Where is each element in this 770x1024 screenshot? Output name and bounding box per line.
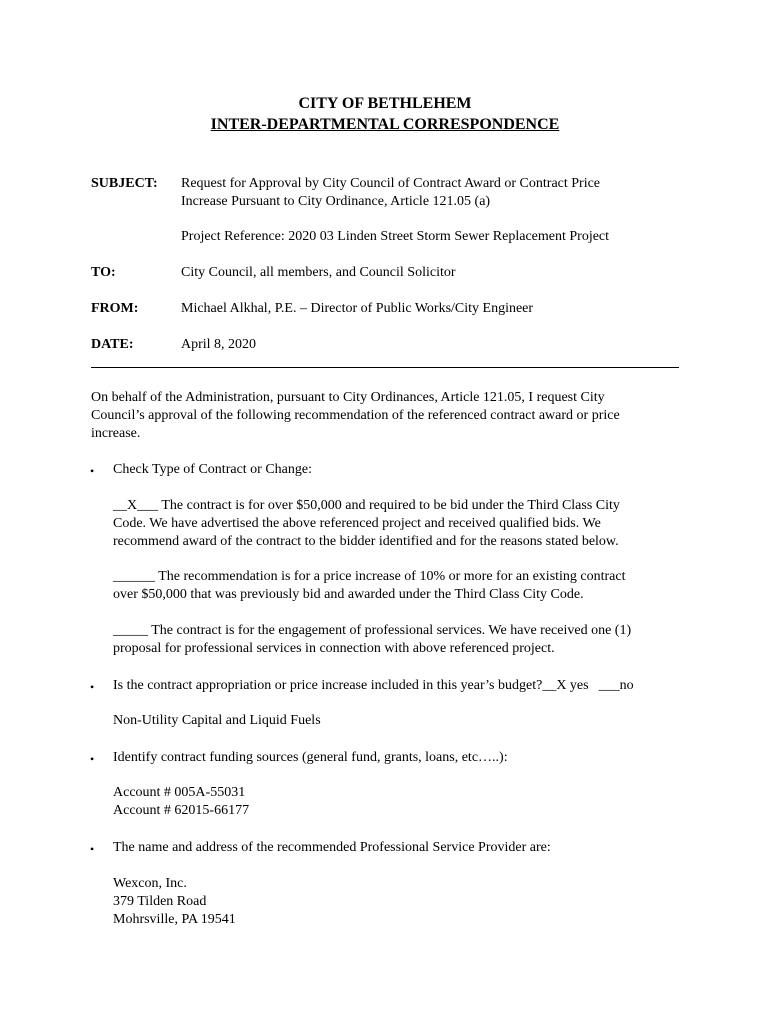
contract-option-1-line-1: [113, 497, 620, 515]
contract-type-heading: Check Type of Contract or Change:: [113, 462, 312, 477]
bullet-icon: •: [90, 752, 95, 766]
budget-question-line: [113, 677, 634, 695]
project-reference: Project Reference: 2020 03 Linden Street Storm Sewer Replacement Project: [181, 229, 610, 244]
memo-subtitle: [0, 116, 770, 134]
subject-label: SUBJECT:: [91, 176, 158, 191]
date-label: DATE:: [91, 337, 134, 352]
budget-no-mark: ___no: [598, 678, 634, 693]
budget-yes-mark: __X yes: [542, 678, 589, 693]
memo-title: CITY OF BETHLEHEM: [298, 95, 472, 112]
bullet-icon: •: [90, 464, 95, 478]
contract-option-3-line-2: proposal for professional services in connection with above referenced project.: [113, 641, 555, 656]
contract-option-2-mark: ______: [113, 569, 155, 584]
contract-option-3-text: The contract is for the engagement of professional services. We have received one (1): [148, 623, 632, 638]
to-value: City Council, all members, and Council Solicitor: [181, 265, 456, 280]
contract-option-1-line-3: recommend award of the contract to the bidder identified and for the reasons stated below.: [113, 534, 619, 549]
contract-option-2-line-2: over $50,000 that was previously bid and awarded under the Third Class City Code.: [113, 587, 584, 602]
subject-line-1: Request for Approval by City Council of Contract Award or Contract Price: [181, 176, 601, 191]
intro-line-1: On behalf of the Administration, pursuant to City Ordinances, Article 121.05, I request City: [91, 390, 605, 405]
from-value: Michael Alkhal, P.E. – Director of Public Works/City Engineer: [181, 301, 534, 316]
header-divider: [91, 367, 679, 368]
provider-name: Wexcon, Inc.: [113, 876, 187, 891]
bullet-icon: •: [90, 842, 95, 856]
contract-option-2-text: The recommendation is for a price increase of 10% or more for an existing contract: [155, 569, 626, 584]
funding-account-1: Account # 005A-55031: [113, 785, 246, 800]
intro-line-3: increase.: [91, 426, 141, 441]
bullet-icon: •: [90, 680, 95, 694]
provider-city: Mohrsville, PA 19541: [113, 912, 236, 927]
contract-option-3-mark: _____: [113, 623, 148, 638]
memo-subtitle-text: INTER-DEPARTMENTAL CORRESPONDENCE: [210, 116, 560, 133]
provider-street: 379 Tilden Road: [113, 894, 207, 909]
subject-line-2: Increase Pursuant to City Ordinance, Article 121.05 (a): [181, 194, 491, 209]
contract-option-1-text: The contract is for over $50,000 and required to be bid under the Third Class City: [158, 498, 620, 513]
budget-note: Non-Utility Capital and Liquid Fuels: [113, 713, 321, 728]
contract-option-1-line-2: Code. We have advertised the above referenced project and received qualified bids. We: [113, 516, 601, 531]
contract-option-1-mark: __X___: [113, 498, 159, 513]
from-label: FROM:: [91, 301, 139, 316]
to-label: TO:: [91, 265, 116, 280]
funding-heading: Identify contract funding sources (general fund, grants, loans, etc…..):: [113, 750, 508, 765]
budget-question: Is the contract appropriation or price increase included in this year’s budget?: [113, 678, 543, 693]
contract-option-3-line-1: [113, 622, 631, 640]
funding-account-2: Account # 62015-66177: [113, 803, 250, 818]
date-value: April 8, 2020: [181, 337, 257, 352]
provider-heading: The name and address of the recommended Professional Service Provider are:: [113, 840, 551, 855]
intro-line-2: Council’s approval of the following recommendation of the referenced contract award or price: [91, 408, 620, 423]
contract-option-2-line-1: [113, 568, 626, 586]
